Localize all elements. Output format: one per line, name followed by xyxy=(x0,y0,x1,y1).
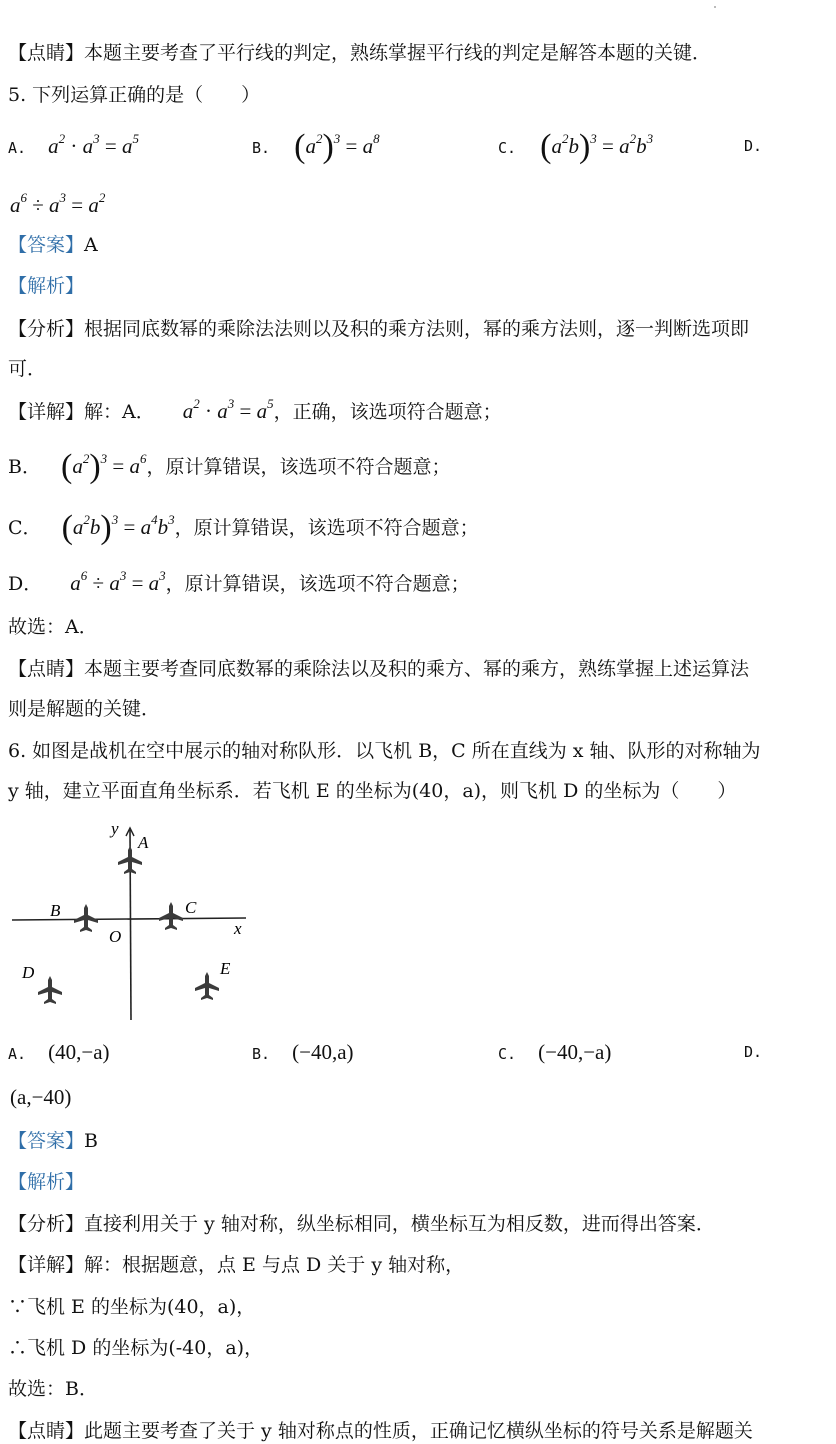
y-axis-label: y xyxy=(111,819,119,838)
answer-tag: 【答案】 xyxy=(8,234,85,256)
q5-detail-a: 【详解】解：A． $a^2 \cdot a^3 = a^5$，正确，该选项符合题意； xyxy=(8,396,502,423)
tip-tag: 【点睛】 xyxy=(8,658,85,680)
q5-choose: 故选：A． xyxy=(8,616,98,638)
q6-fenxi xyxy=(8,1211,715,1237)
tip-tag: 【点睛】 xyxy=(8,1420,85,1442)
tip-text: 此题主要考查了关于 y 轴对称点的性质，正确记忆横纵坐标的符号关系是解题关 xyxy=(84,1420,753,1442)
detail-tag: 【详解】 xyxy=(8,1254,85,1276)
q6-option-a xyxy=(8,1040,110,1065)
plane-c-icon xyxy=(159,902,183,930)
detail-d-suffix: ，原计算错误，该选项不符合题意； xyxy=(165,573,470,595)
tip-text: 本题主要考查了平行线的判定，熟练掌握平行线的判定是解答本题的关键． xyxy=(84,42,712,64)
q6-answer xyxy=(8,1128,98,1154)
label-c: C xyxy=(185,898,197,917)
option-label: D. xyxy=(744,137,763,155)
detail-tag: 【详解】 xyxy=(8,401,85,423)
q5-detail-c: C． $(a^2b)^3 = a^4b^3$，原计算错误，该选项不符合题意； xyxy=(8,509,479,546)
q5-option-b-expr: $(a^2)^3 = a^8$ xyxy=(294,128,380,165)
q6-option-d xyxy=(744,1040,762,1062)
detail-intro: 解：A． xyxy=(84,401,155,423)
x-axis-label: x xyxy=(234,919,242,938)
fenxi-tag: 【分析】 xyxy=(8,318,85,340)
q6-analysis-tag: 【解析】 xyxy=(8,1171,85,1193)
q6-option-c xyxy=(498,1040,611,1065)
option-label: B. xyxy=(252,139,271,157)
q5-answer xyxy=(8,232,98,258)
label-b: B xyxy=(50,901,61,920)
q5-option-d xyxy=(744,134,762,156)
q6-option-b-expr: (−40,a) xyxy=(292,1040,354,1064)
q6-therefore: ∴飞机 D 的坐标为(-40，a)， xyxy=(8,1337,264,1359)
detail-c-label: C． xyxy=(8,517,42,539)
option-d-expr: (a,−40) xyxy=(10,1085,72,1109)
q5-option-c-expr: $(a^2b)^3 = a^2b^3$ xyxy=(540,128,654,165)
fenxi-text: 直接利用关于 y 轴对称，纵坐标相同，横坐标互为相反数，进而得出答案． xyxy=(84,1213,715,1235)
q6-stem-line2: y 轴，建立平面直角坐标系．若飞机 E 的坐标为(40，a)，则飞机 D 的坐标为（ ） xyxy=(8,780,737,802)
q5-tip xyxy=(8,656,749,682)
q5-option-c xyxy=(498,128,654,165)
option-label: C. xyxy=(498,1045,517,1063)
plane-d-icon xyxy=(38,976,62,1004)
option-label: C. xyxy=(498,139,517,157)
label-e: E xyxy=(220,959,231,978)
tip-tag: 【点睛】 xyxy=(8,42,85,64)
q6-tip xyxy=(8,1418,753,1444)
q5-option-a xyxy=(8,131,139,159)
q5-analysis-tag: 【解析】 xyxy=(8,275,85,297)
plane-e-icon xyxy=(195,972,219,1000)
q6-because: ∵飞机 E 的坐标为(40，a)， xyxy=(8,1296,256,1318)
detail-text: 解：根据题意，点 E 与点 D 关于 y 轴对称， xyxy=(84,1254,465,1276)
formation-figure xyxy=(8,818,253,1023)
option-label: A. xyxy=(8,1045,27,1063)
fenxi-text: 根据同底数幂的乘除法法则以及积的乘方法则，幂的乘方法则，逐一判断选项即 xyxy=(84,318,750,340)
detail-c-suffix: ，原计算错误，该选项不符合题意； xyxy=(174,517,479,539)
fenxi-tag: 【分析】 xyxy=(8,1213,85,1235)
detail-b-suffix: ，原计算错误，该选项不符合题意； xyxy=(146,456,451,478)
label-d: D xyxy=(22,963,35,982)
answer-tag: 【答案】 xyxy=(8,1130,85,1152)
answer-value: B xyxy=(84,1130,98,1152)
option-label: D. xyxy=(744,1043,763,1061)
q6-option-a-expr: (40,−a) xyxy=(48,1040,110,1064)
option-label: A. xyxy=(8,139,27,157)
q6-option-d-expr xyxy=(10,1085,71,1110)
answer-value: A xyxy=(84,234,98,256)
x-axis xyxy=(12,918,246,920)
q6-choose: 故选：B． xyxy=(8,1378,98,1400)
scan-speck xyxy=(714,6,716,8)
q6-stem-line1: 6. 如图是战机在空中展示的轴对称队形．以飞机 B，C 所在直线为 x 轴、队形的对称轴为 xyxy=(8,740,761,762)
tip-previous xyxy=(8,40,711,66)
origin-label: O xyxy=(109,927,122,946)
q5-fenxi xyxy=(8,316,749,342)
label-a: A xyxy=(138,833,149,852)
q6-option-c-expr: (−40,−a) xyxy=(538,1040,612,1064)
plane-b-icon xyxy=(74,904,98,932)
q5-fenxi-cont: 可． xyxy=(8,358,47,380)
q5-stem: 5. 下列运算正确的是（ ） xyxy=(8,84,261,106)
q5-option-a-expr: $a^2 \cdot a^3 = a^5$ xyxy=(48,131,139,158)
detail-d-label: D． xyxy=(8,573,43,595)
tip-text: 本题主要考查同底数幂的乘除法以及积的乘方、幂的乘方，熟练掌握上述运算法 xyxy=(84,658,750,680)
q5-detail-d: D． $a^6 \div a^3 = a^3$，原计算错误，该选项不符合题意； xyxy=(8,568,470,595)
q5-option-d-expr: $a^6 \div a^3 = a^2$ xyxy=(10,190,106,217)
q5-detail-b: B． $(a^2)^3 = a^6$，原计算错误，该选项不符合题意； xyxy=(8,448,451,485)
q6-detail xyxy=(8,1252,464,1278)
q6-option-b xyxy=(252,1040,354,1065)
q5-option-b xyxy=(252,128,380,165)
detail-b-label: B． xyxy=(8,456,41,478)
option-label: B. xyxy=(252,1045,271,1063)
q5-tip-cont: 则是解题的关键． xyxy=(8,698,161,720)
detail-a-suffix: ，正确，该选项符合题意； xyxy=(273,401,502,423)
